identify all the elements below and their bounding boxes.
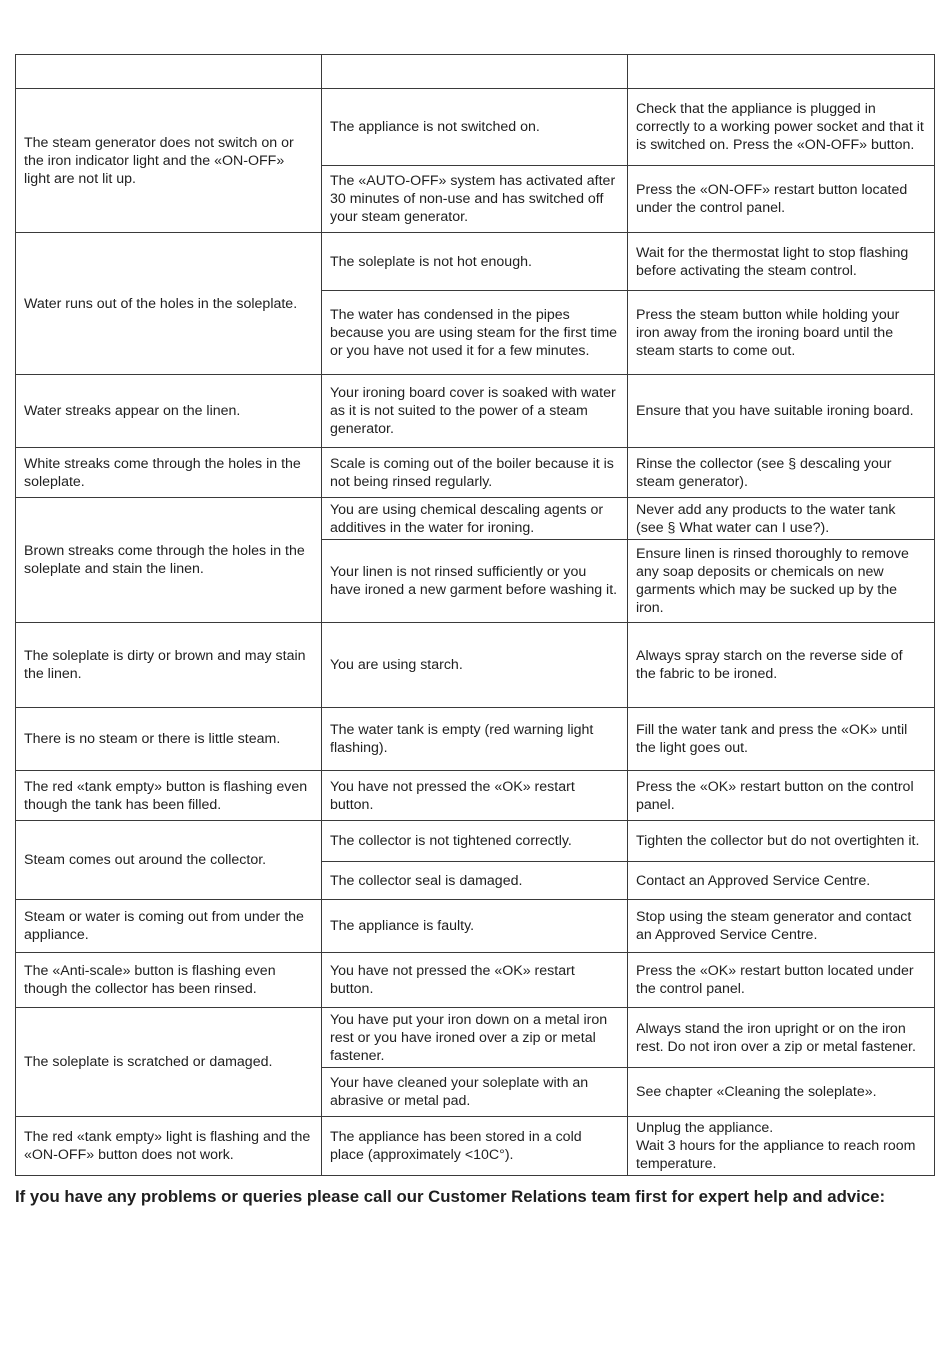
solution-cell: Fill the water tank and press the «OK» until the light goes out. bbox=[628, 708, 935, 771]
table-row bbox=[16, 498, 935, 540]
solution-cell: Press the «ON-OFF» restart button located under the control panel. bbox=[628, 166, 935, 233]
problem-cell: Water runs out of the holes in the soleplate. bbox=[16, 233, 322, 375]
solution-cell: Press the «OK» restart button located under the control panel. bbox=[628, 953, 935, 1008]
solution-cell: Stop using the steam generator and contact an Approved Service Centre. bbox=[628, 900, 935, 953]
problem-cell: The red «tank empty» light is flashing and the «ON-OFF» button does not work. bbox=[16, 1117, 322, 1176]
cause-cell: The appliance has been stored in a cold place (approximately <10C°). bbox=[322, 1117, 628, 1176]
cause-cell: You have put your iron down on a metal iron rest or you have ironed over a zip or metal fastener. bbox=[322, 1008, 628, 1068]
cause-cell: You are using chemical descaling agents or additives in the water for ironing. bbox=[322, 498, 628, 540]
problem-cell: The soleplate is dirty or brown and may stain the linen. bbox=[16, 623, 322, 708]
header-cell-solution bbox=[628, 55, 935, 89]
solution-cell: Ensure linen is rinsed thoroughly to remove any soap deposits or chemicals on new garments which may be sucked up by the iron. bbox=[628, 540, 935, 623]
solution-cell: Never add any products to the water tank (see § What water can I use?). bbox=[628, 498, 935, 540]
table-row bbox=[16, 708, 935, 771]
table-row bbox=[16, 900, 935, 953]
table-row bbox=[16, 1117, 935, 1176]
cause-cell: Scale is coming out of the boiler because it is not being rinsed regularly. bbox=[322, 448, 628, 498]
header-cell-cause bbox=[322, 55, 628, 89]
table-row bbox=[16, 771, 935, 821]
problem-cell: Water streaks appear on the linen. bbox=[16, 375, 322, 448]
table-row bbox=[16, 623, 935, 708]
problem-cell: Brown streaks come through the holes in the soleplate and stain the linen. bbox=[16, 498, 322, 623]
problem-cell: White streaks come through the holes in the soleplate. bbox=[16, 448, 322, 498]
cause-cell: Your ironing board cover is soaked with water as it is not suited to the power of a steam generator. bbox=[322, 375, 628, 448]
table-row bbox=[16, 233, 935, 291]
solution-cell: Wait for the thermostat light to stop flashing before activating the steam control. bbox=[628, 233, 935, 291]
customer-relations-note: If you have any problems or queries please call our Customer Relations team first for expert help and advice: bbox=[15, 1187, 886, 1206]
solution-cell: Rinse the collector (see § descaling your steam generator). bbox=[628, 448, 935, 498]
cause-cell: The water tank is empty (red warning light flashing). bbox=[322, 708, 628, 771]
problem-cell: Steam comes out around the collector. bbox=[16, 821, 322, 900]
solution-cell: Unplug the appliance. Wait 3 hours for the appliance to reach room temperature. bbox=[628, 1117, 935, 1176]
cause-cell: The water has condensed in the pipes because you are using steam for the first time or you have not used it for a few minutes. bbox=[322, 291, 628, 375]
cause-cell: The collector is not tightened correctly. bbox=[322, 821, 628, 862]
problem-cell: The «Anti-scale» button is flashing even though the collector has been rinsed. bbox=[16, 953, 322, 1008]
problem-cell: The red «tank empty» button is flashing even though the tank has been filled. bbox=[16, 771, 322, 821]
solution-cell: Press the «OK» restart button on the control panel. bbox=[628, 771, 935, 821]
cause-cell: You are using starch. bbox=[322, 623, 628, 708]
cause-cell: The collector seal is damaged. bbox=[322, 862, 628, 900]
problem-cell: The soleplate is scratched or damaged. bbox=[16, 1008, 322, 1117]
header-cell-problem bbox=[16, 55, 322, 89]
solution-cell: Tighten the collector but do not overtighten it. bbox=[628, 821, 935, 862]
solution-cell: Always stand the iron upright or on the iron rest. Do not iron over a zip or metal fastener. bbox=[628, 1008, 935, 1068]
solution-cell: Always spray starch on the reverse side of the fabric to be ironed. bbox=[628, 623, 935, 708]
problem-cell: The steam generator does not switch on or the iron indicator light and the «ON-OFF» light are not lit up. bbox=[16, 89, 322, 233]
solution-cell: See chapter «Cleaning the soleplate». bbox=[628, 1068, 935, 1117]
table-row bbox=[16, 89, 935, 166]
cause-cell: You have not pressed the «OK» restart button. bbox=[322, 771, 628, 821]
cause-cell: Your have cleaned your soleplate with an abrasive or metal pad. bbox=[322, 1068, 628, 1117]
table-row bbox=[16, 821, 935, 862]
cause-cell: You have not pressed the «OK» restart button. bbox=[322, 953, 628, 1008]
problem-cell: Steam or water is coming out from under the appliance. bbox=[16, 900, 322, 953]
table-row bbox=[16, 953, 935, 1008]
cause-cell: The appliance is faulty. bbox=[322, 900, 628, 953]
header-row bbox=[16, 55, 935, 89]
table-row bbox=[16, 375, 935, 448]
cause-cell: The soleplate is not hot enough. bbox=[322, 233, 628, 291]
table-row bbox=[16, 1008, 935, 1068]
solution-cell: Press the steam button while holding your iron away from the ironing board until the steam starts to come out. bbox=[628, 291, 935, 375]
troubleshooting-table bbox=[15, 54, 935, 1176]
problem-cell: There is no steam or there is little steam. bbox=[16, 708, 322, 771]
cause-cell: The «AUTO-OFF» system has activated after 30 minutes of non-use and has switched off your steam generator. bbox=[322, 166, 628, 233]
solution-cell: Ensure that you have suitable ironing board. bbox=[628, 375, 935, 448]
solution-cell: Check that the appliance is plugged in correctly to a working power socket and that it is switched on. Press the «ON-OFF» button. bbox=[628, 89, 935, 166]
table-row bbox=[16, 448, 935, 498]
cause-cell: Your linen is not rinsed sufficiently or you have ironed a new garment before washing it. bbox=[322, 540, 628, 623]
solution-cell: Contact an Approved Service Centre. bbox=[628, 862, 935, 900]
cause-cell: The appliance is not switched on. bbox=[322, 89, 628, 166]
